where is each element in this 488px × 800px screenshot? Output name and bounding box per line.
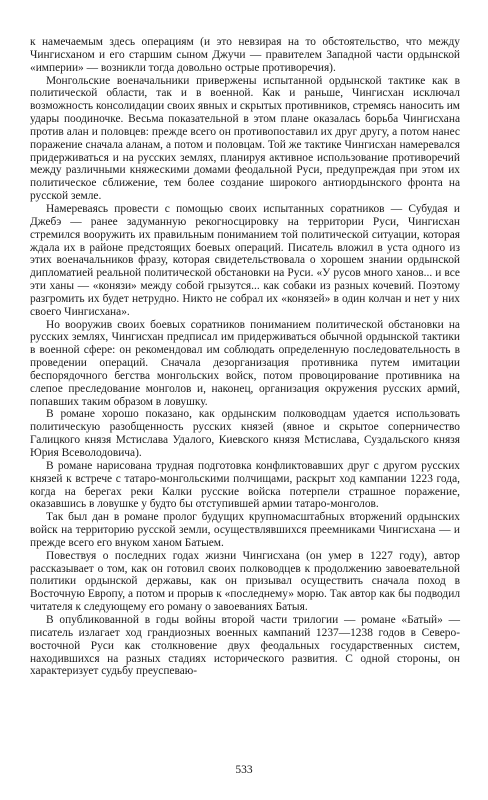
- paragraph-9: В опубликованной в годы войны второй части трилогии — романе «Батый» — писатель излагает ход грандиозных военных кампаний 1237—1238 годов в Северо-восточной Руси как столкновение двух феодальных государственных систем, находившихся на разных стадиях исторического развития. С одной стороны, он характеризует судьбу преуспеваю-: [30, 613, 460, 678]
- paragraph-7: Так был дан в романе пролог будущих крупномасштабных вторжений ордынских войск на территорию русской земли, осуществлявшихся преемниками Чингисхана — и прежде всего его внуком ханом Батыем.: [30, 511, 460, 549]
- page-body: [30, 36, 460, 776]
- paragraph-2: Монгольские военачальники привержены испытанной ордынской тактике как в политической области, так и в военной. Как и раньше, Чингисхан исключал возможность консолидации своих явных и скрытых противников, стремясь наносить им удары поодиночке. Весьма показательной в этом плане оказалась борьба Чингисхана против алан и половцев: прежде всего он противопоставил их друг другу, а потом нанес поражение сначала аланам, а потом и половцам. Той же тактике Чингисхан намеревался придерживаться и на русских землях, планируя активное использование противоречий между различными княжескими домами феодальной Руси, предупреждая при этом их политическое сближение, тем более создание широкого антиордынского фронта на русской земле.: [30, 74, 460, 203]
- page-number: 533: [235, 764, 253, 776]
- paragraph-5: В романе хорошо показано, как ордынским полководцам удается использовать политическую разобщенность русских князей (явное и скрытое соперничество Галицкого князя Мстислава Удалого, Киевского князя Мстислава, Суздальского князя Юрия Всеволодовича).: [30, 408, 460, 459]
- paragraph-1: к намечаемым здесь операциям (и это невзирая на то обстоятельство, что между Чингисханом и его старшим сыном Джучи — правителем Западной части ордынской «империи» — возникли тогда довольно острые противоречия).: [30, 36, 460, 74]
- paragraph-4: Но вооружив своих боевых соратников пониманием политической обстановки на русских землях, Чингисхан предписал им придерживаться обычной ордынской тактики в военной сфере: он рекомендовал им соблюдать определенную последовательность в проведении операций. Сначала дезорганизация противника путем имитации беспорядочного бегства монгольских войск, потом провоцирование противника на слепое преследование монголов и, наконец, организация окружения русских армий, попавших таким образом в ловушку.: [30, 318, 460, 408]
- paragraph-8: Повествуя о последних годах жизни Чингисхана (он умер в 1227 году), автор рассказывает о том, как он готовил своих полководцев к продолжению завоевательной политики ордынской державы, как он призывал осуществить сначала поход в Восточную Европу, а потом и прорыв к «последнему» морю. Так автор как бы подводил читателя к следующему его роману о завоеваниях Батыя.: [30, 549, 460, 614]
- paragraph-3: Намереваясь провести с помощью своих испытанных соратников — Субудая и Джебэ — ранее задуманную рекогносцировку на территории Руси, Чингисхан стремился вооружить их правильным пониманием той политической ситуации, которая ждала их в районе предстоящих боевых операций. Писатель вложил в уста одного из этих военачальников фразу, которая свидетельствовала о хорошем знании ордынской дипломатией реальной политической обстановки на Руси. «У русов много ханов... и все эти ханы — «конязи» между собой грызутся... как собаки из разных кочевий. Поэтому разгромить их будет нетрудно. Никто не собрал их «конязей» в один колчан и нет у них своего Чингисхана».: [30, 202, 460, 318]
- paragraph-6: В романе нарисована трудная подготовка конфликтовавших друг с другом русских князей к встрече с татаро-монгольскими полчищами, раскрыт ход кампании 1223 года, когда на берегах реки Калки русские войска потерпели страшное поражение, оказавшись в ловушке у будто бы отступившей армии татаро-монголов.: [30, 459, 460, 511]
